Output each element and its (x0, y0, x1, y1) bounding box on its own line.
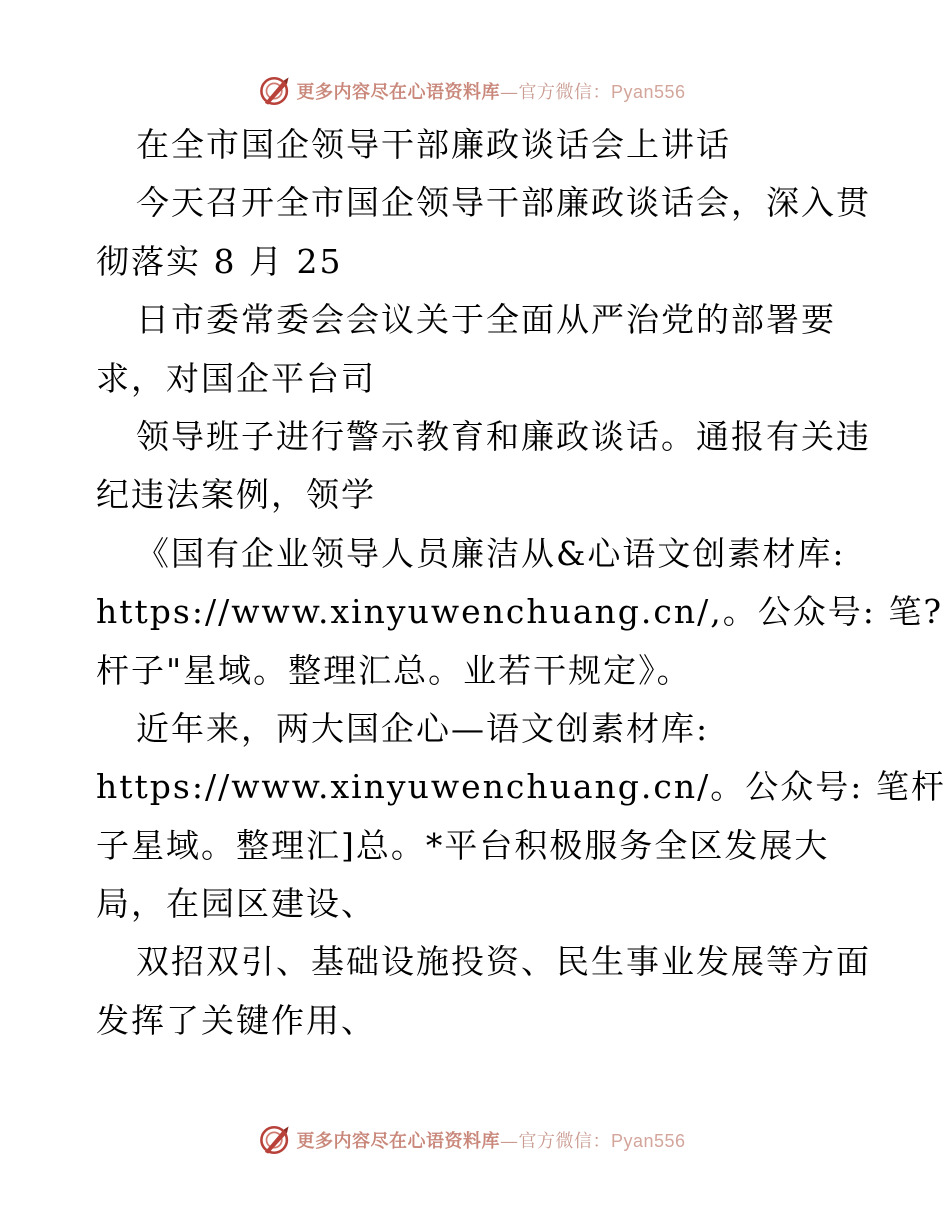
header-watermark (0, 71, 950, 111)
watermark-text (296, 1127, 685, 1153)
paragraph-line: 日市委常委会会议关于全面从严治党的部署要 (136, 300, 836, 340)
watermark-id: Pyan556 (610, 82, 686, 102)
watermark-main: 更多内容尽在心语资料库 (296, 1131, 500, 1152)
paragraph-line: 发挥了关键作用、 (96, 1000, 376, 1040)
paragraph-line: 纪违法案例，领学 (96, 475, 376, 515)
paragraph-line: 《国有企业领导人员廉洁从&心语文创素材库: (136, 533, 846, 573)
paragraph-line: 子星域。整理汇]总。*平台积极服务全区发展大 (96, 825, 830, 865)
footer-watermark (0, 1120, 950, 1160)
watermark-main: 更多内容尽在心语资料库 (296, 82, 500, 103)
paragraph-line: 双招双引、基础设施投资、民生事业发展等方面 (136, 942, 871, 982)
paragraph-line: 今天召开全市国企领导干部廉政谈话会，深入贯 (136, 183, 871, 223)
paragraph-line: 领导班子进行警示教育和廉政谈话。通报有关违 (136, 416, 871, 456)
watermark-text (296, 78, 685, 104)
watermark-sub: —官方微信： (499, 82, 611, 103)
document-body (96, 116, 946, 1050)
paragraph-line: https://www.xinyuwenchuang.cn/。公众号: 笔杆 (96, 767, 946, 807)
paragraph-line: 近年来，两大国企心—语文创素材库: (136, 708, 710, 748)
watermark-id: Pyan556 (610, 1131, 686, 1151)
paragraph-line: 局，在园区建设、 (96, 884, 376, 924)
pen-logo-icon (258, 74, 292, 108)
paragraph-line: https://www.xinyuwenchuang.cn/,。公众号: 笔? (96, 592, 944, 632)
paragraph-line: 求，对国企平台司 (96, 358, 376, 398)
pen-logo-icon (258, 1123, 292, 1157)
paragraph-line: 彻落实 8 月 25 (96, 241, 343, 281)
paragraph-line: 杆子"星域。整理汇总。业若干规定》。 (96, 650, 692, 690)
watermark-sub: —官方微信： (499, 1131, 611, 1152)
document-title: 在全市国企领导干部廉政谈话会上讲话 (136, 125, 731, 164)
